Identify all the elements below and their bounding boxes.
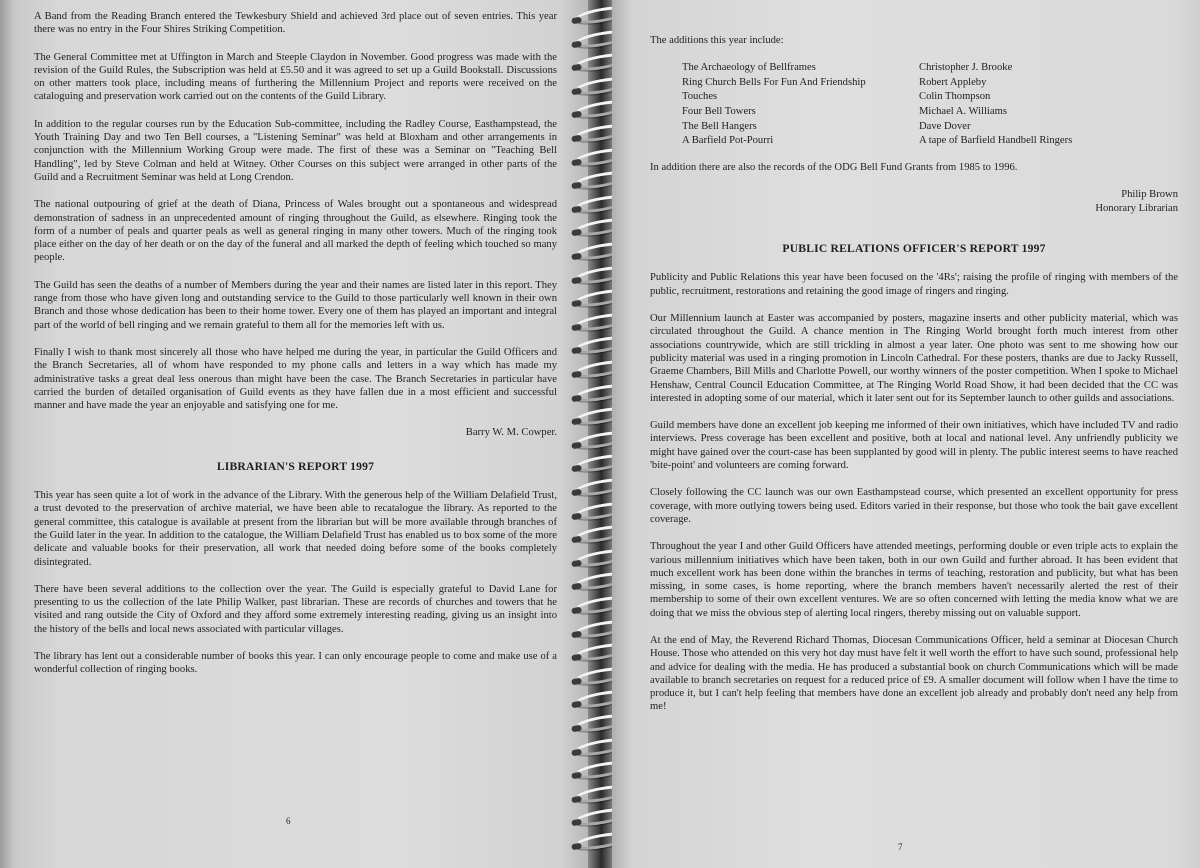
librarian-signature [650,188,1178,216]
paragraph: Finally I wish to thank most sincerely all those who have helped me during the year, in particular the Guild Officers and the Branch Secretaries, all of whom have responded to my phone calls and letters in a way which has made my administrative tasks a great deal less onerous than might have been the case. The Branch Secretaries in particular have carried the burden of detailed organisation of Guild events as they have fallen due in a most efficient and successful manner and have made the year an enjoyable and satisfying one for me. [34,346,557,412]
list-item: Michael A. Williams [919,106,1007,118]
paragraph: The library has lent out a considerable number of books this year. I can only encourage people to come and make use of a wonderful collection of ringing books. [34,650,557,676]
additions-authors [919,61,1072,149]
list-item: A tape of Barfield Handbell Ringers [919,135,1073,147]
list-item: Four Bell Towers [682,106,756,118]
list-item: Colin Thompson [919,91,991,103]
additions-titles [682,61,919,149]
paragraph: Closely following the CC launch was our own Easthampstead course, which presented an excellent opportunity for press coverage, with more outlying towers being used. Editors varied in their response, but those who took the bait gave excellent coverage. [650,487,1178,525]
additions-list [682,61,1178,149]
paragraph: A Band from the Reading Branch entered the Tewkesbury Shield and achieved 3rd place out of seven entries. This year there was no entry in the Four Shires Striking Competition. [34,11,557,36]
list-item: The Bell Hangers [682,120,757,132]
right-page-text [650,34,1178,728]
additions-note: In addition there are also the records of the ODG Bell Fund Grants from 1985 to 1996. [650,161,1018,173]
paragraph: The General Committee met at Uffington in March and Steeple Claydon in November. Good progress was made with the revision of the Guild Rules, the Subscription was held at £5.50 and it was agreed to set up a Guild Bookstall. Discussions on other matters took place, including means of furthering the Millennium Project and reports were received on the cataloguing and preservation work carried out on the contents of the Guild Library. [34,51,557,103]
left-page-text [34,10,557,691]
paragraph: Throughout the year I and other Guild Officers have attended meetings, performing double or even triple acts to explain the various millennium initiatives which have been taken, both in our own Guild and further abroad. It has been evident that much excellent work has been done within the branches in terms of teaching, restoration and publicity, but what has been missing, in some cases, is home reporting, where the branch members haven't necessarily alerted the rest of their membership to some of their own excellent ventures. We are so often concerned with letting the media know what we are doing that we miss the obvious step of alerting local ringers, thereby missing out on valuable support. [650,541,1178,619]
paragraph: This year has seen quite a lot of work in the advance of the Library. With the generous help of the William Delafield Trust, a trust devoted to the preservation of archive material, we have been able to recatalogue the library. As reported to the general committee, this catalogue is available at present from the librarian but will be more available through branches of the Guild later in the year. In addition to the catalogue, the William Delafield Trust has enabled us to box some of the more delicate and valuable books for their preservation, all work that needed doing before some of the books completely disintegrated. [34,490,557,568]
additions-intro: The additions this year include: [650,35,784,46]
list-item: Robert Appleby [919,76,987,88]
paragraph: Publicity and Public Relations this year have been focused on the '4Rs'; raising the profile of ringing with members of the public, recruitment, restorations and retaining the good image of ringers and ringing. [650,272,1178,297]
paragraph: Our Millennium launch at Easter was accompanied by posters, magazine inserts and other publicity material, which was circulated throughout the Guild. A chance mention in The Ringing World brought forth much interest from other associations countrywide, which are still trickling in almost a year later. One photo was sent to me showing how our publicity material was used in a ringing promotion in Lincoln Cathedral. For these posters, thanks are due to Jacky Russell, Graeme Chambers, Bill Mills and Charlotte Powell, our worthy winners of the poster competition. When I spoke to Michael Henshaw, Central Council Education Committee, at The Ringing World Road Show, it had been decided that the CC was interested in adopting some of our material, which it later sent out for its September launch to other guilds and associations. [650,313,1178,404]
paragraph: The national outpouring of grief at the death of Diana, Princess of Wales brought out a spontaneous and widespread demonstration of sadness in an unprecedented amount of ringing throughout the Guild, as elsewhere. Ringing took the form of a number of peals and quarter peals as well as general ringing in many other towers. Much of the ringing took place either on the day of her death or on the day of the funeral and all marked the depth of feeling which touched so many people. [34,199,557,264]
secretary-signature: Barry W. M. Cowper. [465,427,557,439]
list-item: Touches [682,91,718,103]
list-item: Christopher J. Brooke [919,62,1013,74]
paragraph: The Guild has seen the deaths of a number of Members during the year and their names are listed later in this report. They range from those who have given long and outstanding service to the Guild to those particularly well known in their own Branch and those whose dedication has been to their home tower. Every one of them has played an important and integral part of the world of bell ringing and we remain grateful to them all for the memories left with us. [34,279,557,331]
paragraph: In addition to the regular courses run by the Education Sub-committee, including the Radley Course, Easthampstead, the Youth Training Day and two Ten Bell courses, a "Listening Seminar" was held at Bloxham and other arrangements in conjunction with the Millennium Working Group were made. The first of these was a Seminar on "Teaching Bell Handling", led by Steve Colman and held at Witney. Other Courses on this subject were arranged in other parts of the Guild and a Recruitment Seminar was held at Long Crendon. [34,118,557,183]
librarian-report-heading: LIBRARIAN'S REPORT 1997 [216,459,375,473]
right-page [612,0,1200,868]
pr-report-heading: PUBLIC RELATIONS OFFICER'S REPORT 1997 [782,242,1046,256]
page-number: 7 [898,842,903,852]
librarian-title: Honorary Librarian [1095,203,1178,215]
page-number: 6 [286,816,291,826]
left-page [0,0,588,868]
paragraph: At the end of May, the Reverend Richard Thomas, Diocesan Communications Officer, held a seminar at Diocesan Church House. Those who attended on this very hot day must have felt it well worth the effort to have such sound, professional help and advice for dealing with the media. He has produced a substantial book on church Communications which will be made available to branch secretaries on request for a reduced price of £9. A smaller document will follow when I have the time to produce it, but I can't help feeling that members have done an excellent job already and probably don't need any help from me! [650,634,1178,713]
list-item: Dave Dover [919,120,971,132]
list-item: Ring Church Bells For Fun And Friendship [682,76,866,88]
librarian-name: Philip Brown [1121,189,1178,201]
list-item: The Archaeology of Bellframes [682,62,816,74]
paragraph: There have been several additions to the collection over the year. The Guild is especially grateful to David Lane for presenting to us the collection of the late Philip Walker, past librarian. These are records of churches and towers that he visited and rang outside the City of Oxford and they afford some extremely interesting reading, giving us an insight into the history of the bells and local news associated with particular villages. [34,583,557,635]
list-item: A Barfield Pot-Pourri [682,135,774,147]
paragraph: Guild members have done an excellent job keeping me informed of their own initiatives, which have included TV and radio interviews. Press coverage has been excellent and positive, both at local and national level. Any unfriendly publicity we might have gained over the court-case has been supplanted by good will in plenty. The public interest seems to have reached 'bite-point' and volunteers are coming forward. [650,420,1178,472]
